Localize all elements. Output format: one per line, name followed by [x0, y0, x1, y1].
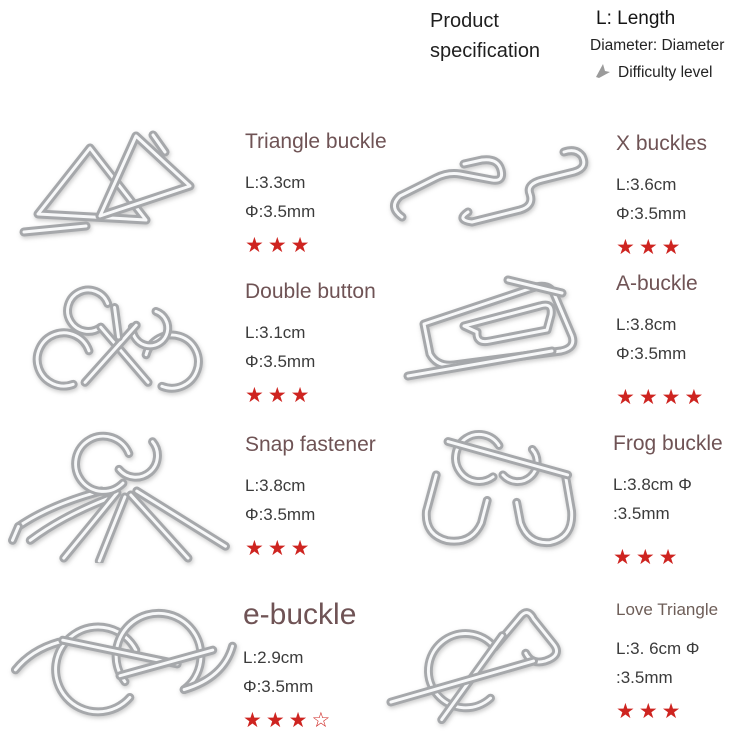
- a-buckle-info: [616, 272, 750, 409]
- love-triangle-info: [616, 600, 750, 723]
- legend-diameter: Diameter: Diameter: [590, 37, 725, 54]
- product-name: Frog buckle: [613, 432, 723, 455]
- product-diameter: :3.5mm: [616, 667, 673, 687]
- difficulty-stars: ★★★: [613, 544, 682, 569]
- product-name: X buckles: [616, 132, 708, 155]
- difficulty-stars: ★★★: [616, 234, 685, 259]
- difficulty-stars: ★★★: [245, 535, 314, 560]
- difficulty-stars: ★★★: [245, 382, 314, 407]
- product-length: L:3.1cm: [245, 323, 306, 342]
- product-diameter: :3.5mm: [613, 503, 670, 523]
- product-diameter: Φ:3.5mm: [245, 504, 316, 524]
- difficulty-stars: ★★★: [245, 232, 314, 257]
- snap-fastener-info: [245, 433, 405, 560]
- product-length: L:3.8cm Φ: [613, 475, 692, 494]
- e-buckle-info: [243, 598, 403, 732]
- frog-buckle-info: [613, 432, 750, 569]
- product-name: A-buckle: [616, 272, 698, 295]
- frog-buckle-image: [400, 418, 598, 570]
- legend-difficulty: [594, 62, 740, 84]
- product-length: L:3.8cm: [616, 315, 677, 334]
- legend: [590, 8, 740, 84]
- half-star-icon: [594, 62, 611, 84]
- product-length: L:3. 6cm Φ: [616, 639, 700, 658]
- legend-difficulty-label: Difficulty level: [618, 64, 713, 81]
- product-name: Love Triangle: [616, 600, 719, 619]
- product-diameter: Φ:3.5mm: [245, 351, 316, 371]
- double-button-image: [8, 272, 230, 405]
- product-length: L:3.3cm: [245, 173, 306, 192]
- product-name: Double button: [245, 280, 376, 303]
- product-length: L:3.6cm: [616, 175, 677, 194]
- legend-length: L: Length: [596, 8, 676, 29]
- product-name: Triangle buckle: [245, 130, 387, 153]
- product-name: e-buckle: [243, 598, 357, 631]
- difficulty-stars: ★★★☆: [243, 707, 335, 732]
- snap-fastener-image: [2, 420, 235, 563]
- difficulty-stars: ★★★★: [616, 384, 708, 409]
- love-triangle-image: [385, 592, 600, 730]
- triangle-buckle-image: [8, 112, 233, 267]
- x-buckles-info: [616, 132, 750, 259]
- product-length: L:3.8cm: [245, 476, 306, 495]
- page-title: Product specification: [430, 10, 541, 62]
- product-diameter: Φ:3.5mm: [243, 676, 314, 696]
- product-diameter: Φ:3.5mm: [616, 343, 687, 363]
- product-diameter: Φ:3.5mm: [616, 203, 687, 223]
- double-button-info: [245, 280, 405, 407]
- x-buckles-image: [388, 122, 598, 252]
- e-buckle-image: [0, 583, 240, 731]
- difficulty-stars: ★★★: [616, 698, 685, 723]
- a-buckle-image: [392, 266, 602, 391]
- product-diameter: Φ:3.5mm: [245, 201, 316, 221]
- product-name: Snap fastener: [245, 433, 376, 456]
- product-length: L:2.9cm: [243, 648, 304, 667]
- triangle-buckle-info: [245, 130, 405, 257]
